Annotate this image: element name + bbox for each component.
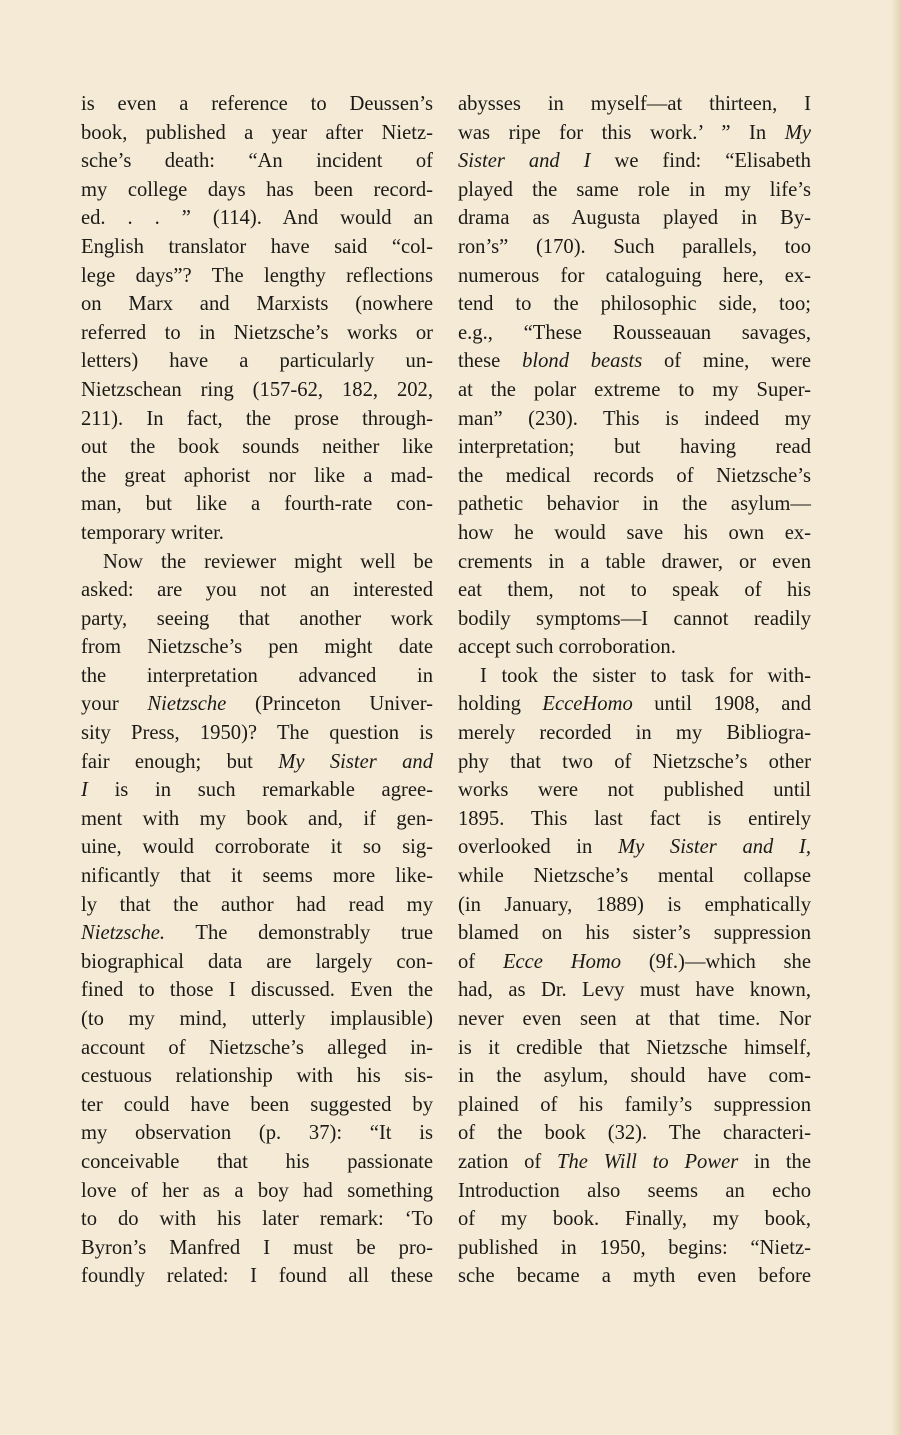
text-line: Now the reviewer might well be <box>103 550 433 573</box>
text-run: these <box>458 350 523 373</box>
italic-title: blond beasts <box>522 350 643 373</box>
text-column-left <box>81 90 433 1291</box>
text-line: while Nietzsche’s mental collapse <box>458 865 811 888</box>
text-line: accept such corroboration. <box>458 636 676 659</box>
text-line: crements in a table drawer, or even <box>458 550 811 573</box>
text-line: from Nietzsche’s pen might date <box>81 636 433 659</box>
text-line: tend to the philosophic side, too; <box>458 293 811 316</box>
text-line: bodily symptoms—I cannot readily <box>458 607 811 630</box>
text-line: published in 1950, begins: “Nietz- <box>458 1236 811 1259</box>
text-line: asked: are you not an interested <box>81 579 433 602</box>
text-run: was ripe for this work.’ ” In <box>458 121 785 144</box>
text-line: Introduction also seems an echo <box>458 1179 811 1202</box>
text-line: lege days”? The lengthy reflections <box>81 264 433 287</box>
text-line: abysses in myself—at thirteen, I <box>458 93 811 115</box>
text-line: eat them, not to speak of his <box>458 579 811 602</box>
text-line: 1895. This last fact is entirely <box>458 807 811 830</box>
text-line: referred to in Nietzsche’s works or <box>81 321 433 344</box>
text-line: the great aphorist nor like a mad- <box>81 464 433 487</box>
text-line: man, but like a fourth-rate con- <box>81 493 433 516</box>
text-line: nificantly that it seems more like- <box>81 865 433 888</box>
text-run: is in such remarkable agree- <box>87 779 433 802</box>
text-line: in the asylum, should have com- <box>458 1065 811 1088</box>
text-line <box>458 833 811 862</box>
text-run: (9f.)—which she <box>621 950 811 973</box>
page-edge-shadow <box>891 0 901 1435</box>
text-column-right <box>458 90 811 1291</box>
text-line: Byron’s Manfred I must be pro- <box>81 1236 433 1259</box>
italic-title: My Sister and I, <box>617 836 811 859</box>
text-line: my observation (p. 37): “It is <box>81 1122 433 1145</box>
text-line: account of Nietzsche’s alleged in- <box>81 1036 433 1059</box>
text-line: blamed on his sister’s suppression <box>458 922 811 945</box>
text-line <box>458 147 811 176</box>
text-line: never even seen at that time. Nor <box>458 1008 811 1030</box>
text-line: had, as Dr. Levy must have known, <box>458 979 811 1002</box>
text-run: fair enough; but <box>81 750 279 773</box>
text-line: conceivable that his passionate <box>81 1150 433 1173</box>
italic-title: Sister and I <box>458 150 591 173</box>
text-line <box>458 948 811 977</box>
text-run: of <box>458 950 503 973</box>
text-line: ron’s” (170). Such parallels, too <box>458 235 811 258</box>
text-line <box>81 690 433 719</box>
text-line: sity Press, 1950)? The question is <box>81 722 433 745</box>
text-line: the medical records of Nietzsche’s <box>458 464 811 487</box>
text-line: drama as Augusta played in By- <box>458 207 811 230</box>
text-line <box>458 1148 811 1177</box>
text-line: phy that two of Nietzsche’s other <box>458 750 811 773</box>
text-line: my college days has been record- <box>81 178 433 201</box>
text-line: fined to those I discussed. Even the <box>81 979 433 1002</box>
italic-title: My Sister and <box>278 750 433 773</box>
text-line: out the book sounds neither like <box>81 436 433 459</box>
text-run: we find: “Elisabeth <box>590 150 811 173</box>
text-line: foundly related: I found all these <box>81 1265 433 1288</box>
italic-title: My <box>784 121 811 144</box>
text-run: overlooked in <box>458 836 618 859</box>
text-line: interpretation; but having read <box>458 436 811 459</box>
text-line: (to my mind, utterly implausible) <box>81 1008 433 1030</box>
text-line: letters) have a particularly un- <box>81 350 433 373</box>
text-line <box>81 776 433 805</box>
text-line: sche became a myth even before <box>458 1265 811 1288</box>
text-line: works were not published until <box>458 779 811 802</box>
text-line: numerous for cataloguing here, ex- <box>458 264 811 287</box>
text-line: of my book. Finally, my book, <box>458 1208 811 1231</box>
text-line: temporary writer. <box>81 521 224 544</box>
text-line: e.g., “These Rousseauan savages, <box>458 321 811 344</box>
text-line: ter could have been suggested by <box>81 1093 433 1116</box>
italic-title: The Will to Power <box>557 1150 739 1173</box>
text-line: plained of his family’s suppression <box>458 1093 811 1116</box>
text-run: zation of <box>458 1150 558 1173</box>
italic-title: I <box>81 779 88 802</box>
italic-title: EcceHomo <box>542 693 633 716</box>
text-line: at the polar extreme to my Super- <box>458 378 811 401</box>
text-run: of mine, were <box>642 350 811 373</box>
text-line <box>81 748 433 777</box>
text-line: is it credible that Nietzsche himself, <box>458 1036 811 1059</box>
text-line: of the book (32). The characteri- <box>458 1122 811 1145</box>
text-line: ly that the author had read my <box>81 893 433 916</box>
text-run: your <box>81 693 148 716</box>
text-run: (Princeton Univer- <box>226 693 433 716</box>
text-line: played the same role in my life’s <box>458 178 811 201</box>
text-line <box>458 119 811 148</box>
text-line: I took the sister to task for with- <box>480 664 811 687</box>
text-line: ment with my book and, if gen- <box>81 807 433 830</box>
text-line: Nietzschean ring (157-62, 182, 202, <box>81 378 433 401</box>
text-line: cestuous relationship with his sis- <box>81 1065 433 1088</box>
text-line: ed. . . ” (114). And would an <box>81 207 433 230</box>
text-line: party, seeing that another work <box>81 607 433 630</box>
text-line: how he would save his own ex- <box>458 521 811 544</box>
text-line: biographical data are largely con- <box>81 950 433 973</box>
text-run: holding <box>458 693 543 716</box>
text-line: is even a reference to Deussen’s <box>81 93 433 115</box>
text-line: book, published a year after Nietz- <box>81 121 433 144</box>
italic-title: Nietzsche. <box>81 922 166 945</box>
text-line <box>81 919 433 948</box>
text-line: on Marx and Marxists (nowhere <box>81 293 433 316</box>
text-line: man” (230). This is indeed my <box>458 407 811 430</box>
text-line: merely recorded in my Bibliogra- <box>458 722 811 745</box>
text-line <box>458 347 811 376</box>
text-line: (in January, 1889) is emphatically <box>458 893 811 916</box>
italic-title: Nietzsche <box>147 693 227 716</box>
text-run: until 1908, and <box>632 693 811 716</box>
text-line: uine, would corroborate it so sig- <box>81 836 433 859</box>
italic-title: Ecce Homo <box>502 950 622 973</box>
text-run: in the <box>738 1150 811 1173</box>
text-line: English translator have said “col- <box>81 235 433 258</box>
text-line: to do with his later remark: ‘To <box>81 1208 433 1231</box>
text-line: the interpretation advanced in <box>81 664 433 687</box>
text-line: sche’s death: “An incident of <box>81 150 433 173</box>
text-line: 211). In fact, the prose through- <box>81 407 433 430</box>
text-run: The demonstrably true <box>165 922 433 945</box>
text-line: pathetic behavior in the asylum— <box>458 493 811 516</box>
text-line: love of her as a boy had something <box>81 1179 433 1202</box>
text-line <box>458 690 811 719</box>
